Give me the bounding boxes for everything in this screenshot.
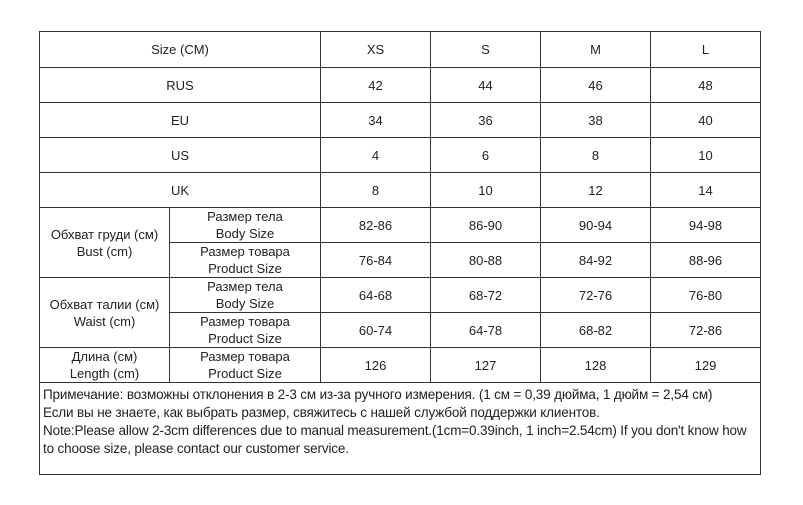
cell-value: 4 bbox=[321, 138, 431, 173]
cell-value: 34 bbox=[321, 103, 431, 138]
row-us bbox=[40, 138, 761, 173]
cell-value: 12 bbox=[541, 173, 651, 208]
cell-value: 10 bbox=[431, 173, 541, 208]
cell-value: 127 bbox=[431, 348, 541, 383]
length-label-en: Length (cm) bbox=[69, 366, 140, 381]
measure-type-product bbox=[170, 313, 321, 348]
length-label bbox=[40, 348, 170, 383]
waist-label-en: Waist (cm) bbox=[73, 313, 136, 329]
header-size-l: L bbox=[651, 32, 761, 68]
row-uk bbox=[40, 173, 761, 208]
cell-value: 80-88 bbox=[431, 243, 541, 278]
length-label-ru: Длина (см) bbox=[71, 349, 138, 364]
cell-value: 90-94 bbox=[541, 208, 651, 243]
cell-value: 8 bbox=[321, 173, 431, 208]
row-label: EU bbox=[40, 103, 321, 138]
row-label: UK bbox=[40, 173, 321, 208]
measure-type-body bbox=[170, 208, 321, 243]
cell-value: 128 bbox=[541, 348, 651, 383]
cell-value: 72-76 bbox=[541, 278, 651, 313]
cell-value: 64-68 bbox=[321, 278, 431, 313]
cell-value: 84-92 bbox=[541, 243, 651, 278]
header-size-m: M bbox=[541, 32, 651, 68]
measure-type-ru: Размер товара bbox=[200, 349, 290, 364]
cell-value: 76-84 bbox=[321, 243, 431, 278]
cell-value: 42 bbox=[321, 68, 431, 103]
header-row bbox=[40, 32, 761, 68]
cell-value: 126 bbox=[321, 348, 431, 383]
cell-value: 8 bbox=[541, 138, 651, 173]
measurement-note bbox=[40, 383, 761, 475]
header-size-label: Size (CM) bbox=[40, 32, 321, 68]
measure-type-en: Product Size bbox=[208, 366, 282, 381]
cell-value: 60-74 bbox=[321, 313, 431, 348]
size-chart-table bbox=[39, 31, 761, 475]
cell-value: 129 bbox=[651, 348, 761, 383]
cell-value: 76-80 bbox=[651, 278, 761, 313]
cell-value: 64-78 bbox=[431, 313, 541, 348]
cell-value: 72-86 bbox=[651, 313, 761, 348]
cell-value: 14 bbox=[651, 173, 761, 208]
cell-value: 6 bbox=[431, 138, 541, 173]
row-waist-body bbox=[40, 278, 761, 313]
row-label: RUS bbox=[40, 68, 321, 103]
row-bust-body bbox=[40, 208, 761, 243]
cell-value: 68-82 bbox=[541, 313, 651, 348]
measure-type-ru: Размер товара bbox=[200, 244, 290, 259]
measure-type-body bbox=[170, 278, 321, 313]
waist-label bbox=[40, 278, 170, 348]
measure-type-en: Product Size bbox=[208, 331, 282, 346]
measure-type-ru: Размер тела bbox=[207, 209, 283, 224]
row-label: US bbox=[40, 138, 321, 173]
cell-value: 82-86 bbox=[321, 208, 431, 243]
cell-value: 10 bbox=[651, 138, 761, 173]
measure-type-product bbox=[170, 243, 321, 278]
note-row bbox=[40, 383, 761, 475]
measure-type-en: Body Size bbox=[215, 296, 275, 311]
cell-value: 46 bbox=[541, 68, 651, 103]
measure-type-ru: Размер тела bbox=[207, 279, 283, 294]
note-line-en: Note:Please allow 2-3cm differences due to manual measurement.(1cm=0.39inch, 1 inch=2.54cm) If you don't know how to choose size, please contact our customer service. bbox=[43, 423, 747, 456]
measure-type-ru: Размер товара bbox=[200, 314, 290, 329]
cell-value: 38 bbox=[541, 103, 651, 138]
bust-label-en: Bust (cm) bbox=[76, 243, 133, 259]
cell-value: 68-72 bbox=[431, 278, 541, 313]
cell-value: 86-90 bbox=[431, 208, 541, 243]
row-eu bbox=[40, 103, 761, 138]
measure-type-product bbox=[170, 348, 321, 383]
row-length-product bbox=[40, 348, 761, 383]
bust-label bbox=[40, 208, 170, 278]
cell-value: 36 bbox=[431, 103, 541, 138]
measure-type-en: Product Size bbox=[208, 261, 282, 276]
cell-value: 88-96 bbox=[651, 243, 761, 278]
row-rus bbox=[40, 68, 761, 103]
header-size-s: S bbox=[431, 32, 541, 68]
cell-value: 48 bbox=[651, 68, 761, 103]
cell-value: 94-98 bbox=[651, 208, 761, 243]
cell-value: 44 bbox=[431, 68, 541, 103]
note-line-ru-2: Если вы не знаете, как выбрать размер, свяжитесь с нашей службой поддержки клиентов. bbox=[43, 405, 600, 420]
bust-label-ru: Обхват груди (см) bbox=[50, 226, 159, 242]
measure-type-en: Body Size bbox=[215, 226, 275, 241]
header-size-xs: XS bbox=[321, 32, 431, 68]
waist-label-ru: Обхват талии (см) bbox=[49, 296, 160, 312]
cell-value: 40 bbox=[651, 103, 761, 138]
note-line-ru-1: Примечание: возможны отклонения в 2-3 см из-за ручного измерения. (1 см = 0,39 дюйма, 1 дюйм = 2,54 см) bbox=[43, 387, 713, 402]
